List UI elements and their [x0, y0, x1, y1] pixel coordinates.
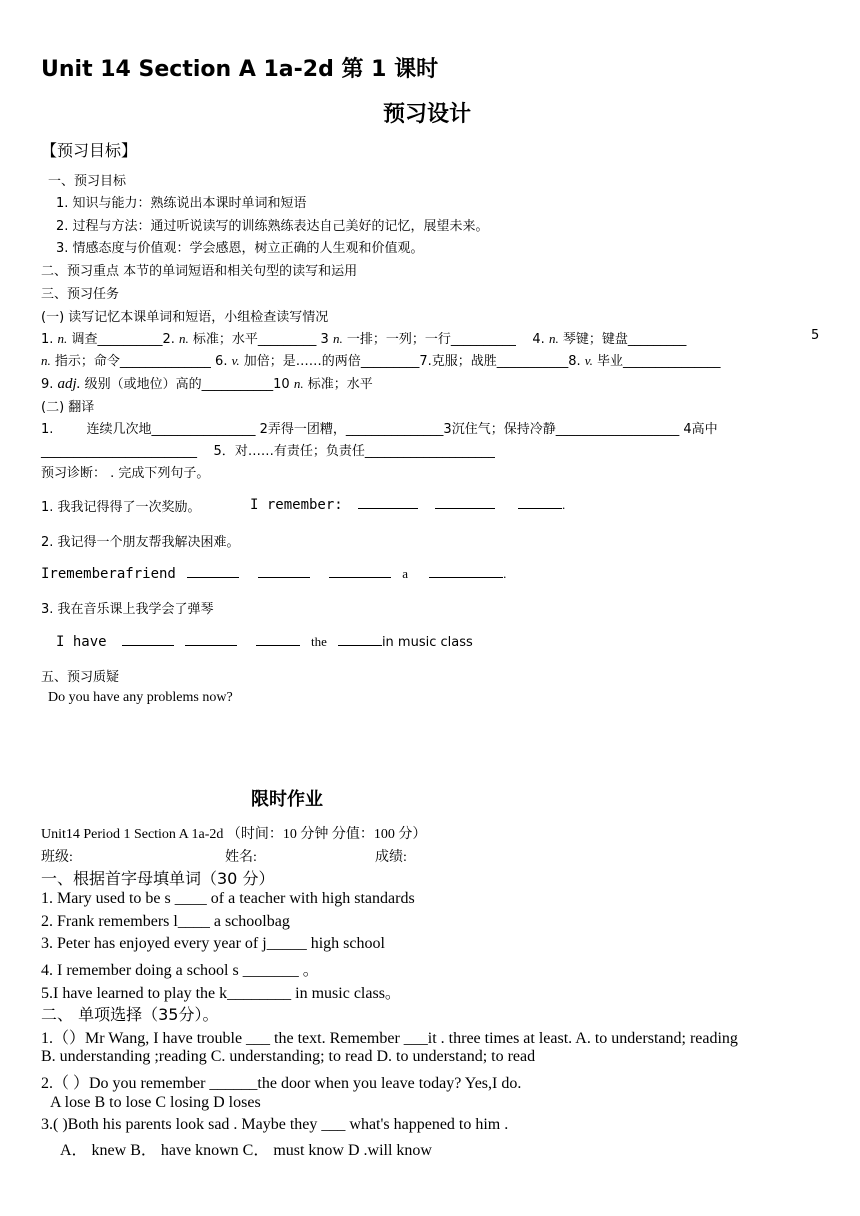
mc-question: 1.（）Mr Wang, I have trouble ___ the text. Remember ___it . three times at least. A. to understand; reading	[41, 1030, 738, 1047]
goal-item: 1. 知识与能力：熟练说出本课时单词和短语	[56, 196, 307, 211]
fill-question: 3. Peter has enjoyed every year of j_____ high school	[41, 935, 385, 952]
vocab-meaning: 克服；战胜	[431, 354, 497, 369]
vocab-num: 5	[811, 328, 820, 343]
sentence-en	[250, 494, 565, 513]
trans-line	[41, 440, 495, 459]
vocab-meaning: 标准；水平	[307, 377, 373, 392]
sentence-text: Irememberafriend	[41, 566, 176, 582]
mc-question: 3.( )Both his parents look sad . Maybe they ___ what's happened to him .	[41, 1116, 509, 1133]
vocab-meaning: 级别（或地位）高的	[84, 377, 202, 392]
trans-text: 高中	[691, 422, 718, 437]
vocab-blank[interactable]: __________	[97, 332, 163, 347]
vocab-pos: n.	[179, 331, 189, 346]
vocab-num: 3	[320, 332, 329, 347]
vocab-meaning: 毕业	[596, 354, 623, 369]
answer-blank[interactable]	[256, 633, 300, 646]
homework-meta: Unit14 Period 1 Section A 1a-2d （时间：10 分钟 分值：100 分）	[41, 827, 427, 842]
mc-question: 2.（ ）Do you remember ______the door when you leave today? Yes,I do.	[41, 1075, 522, 1092]
vocab-num: 9.	[41, 377, 54, 392]
answer-blank[interactable]	[338, 633, 382, 646]
vocab-num: 1.	[41, 332, 54, 347]
answer-blank[interactable]	[187, 565, 239, 578]
trans-num: 5．	[213, 444, 235, 459]
vocab-meaning: 调查	[71, 332, 98, 347]
goals-heading: 一、预习目标	[48, 174, 127, 189]
vocab-num: 4.	[532, 332, 545, 347]
class-label: 班级:	[41, 850, 73, 865]
section-label: 【预习目标】	[41, 141, 138, 160]
questions-heading: 五、预习质疑	[41, 670, 120, 685]
homework-title: 限时作业	[251, 789, 323, 810]
trans-text: 连续几次地	[86, 422, 152, 437]
trans-blank[interactable]: ___________________	[555, 422, 680, 437]
vocab-pos: n.	[41, 353, 51, 368]
vocab-pos: adj.	[57, 376, 81, 392]
score-label: 成绩:	[375, 850, 407, 865]
sentence-cn: 2. 我记得一个朋友帮我解决困难。	[41, 535, 240, 550]
vocab-pos: n.	[548, 331, 559, 346]
tasks-heading: 三、预习任务	[41, 287, 120, 302]
trans-text: 对……有责任；负责任	[234, 444, 365, 459]
answer-blank[interactable]	[185, 633, 237, 646]
sentence-text: I have	[56, 634, 107, 650]
answer-blank[interactable]	[518, 496, 562, 509]
vocab-line	[41, 373, 373, 393]
trans-num: 3	[443, 422, 452, 437]
part1-heading: 一、根据首字母填单词（30 分）	[41, 869, 275, 888]
fill-question: 5.I have learned to play the k________ in music class。	[41, 985, 401, 1002]
page-subtitle: 预习设计	[383, 102, 472, 127]
vocab-pos: n.	[57, 331, 68, 346]
fill-question: 4. I remember doing a school s _______ 。	[41, 962, 319, 979]
vocab-num: 10	[273, 377, 290, 392]
sentence-end: in music class	[381, 635, 473, 650]
focus-line: 二、预习重点 本节的单词短语和相关句型的读写和运用	[41, 264, 358, 279]
trans-blank[interactable]: ________________	[151, 422, 256, 437]
vocab-meaning: 琴键；键盘	[562, 332, 628, 347]
trans-blank[interactable]: ____________________	[364, 444, 495, 459]
sentence-en	[56, 631, 473, 650]
task2-heading: (二) 翻译	[41, 400, 95, 415]
sentence-end: .	[562, 497, 566, 512]
mc-options: A lose B to lose C losing D loses	[50, 1094, 261, 1111]
vocab-blank[interactable]: _______________	[623, 354, 721, 369]
trans-text: 弄得一团糟，	[267, 422, 346, 437]
vocab-pos: n.	[293, 376, 304, 391]
mc-options: B. understanding ;reading C. understanding; to read D. to understand; to read	[41, 1048, 536, 1065]
name-label: 姓名:	[225, 850, 257, 865]
vocab-blank[interactable]: ___________	[201, 377, 274, 392]
answer-blank[interactable]	[358, 496, 418, 509]
goal-item: 3. 情感态度与价值观：学会感恩，树立正确的人生观和价值观。	[56, 241, 424, 256]
vocab-blank[interactable]: __________	[450, 332, 516, 347]
trans-text: 沉住气；保持冷静	[451, 422, 556, 437]
diagnosis-heading: 预习诊断： . 完成下列句子。	[41, 466, 210, 481]
sentence-end: .	[503, 566, 507, 581]
trans-num: 1.	[41, 422, 54, 437]
vocab-meaning: 标准；水平	[192, 332, 258, 347]
trans-blank[interactable]: _______________	[345, 422, 444, 437]
answer-blank[interactable]	[258, 565, 310, 578]
answer-blank[interactable]	[429, 565, 503, 578]
trans-blank[interactable]: ________________________	[41, 444, 197, 459]
vocab-meaning: 指示；命令	[54, 354, 120, 369]
vocab-pos: v.	[231, 353, 240, 368]
sentence-article: a	[402, 566, 409, 581]
vocab-meaning: 加倍；是……的两倍	[243, 354, 361, 369]
answer-blank[interactable]	[122, 633, 174, 646]
vocab-num: 6.	[215, 354, 228, 369]
questions-text: Do you have any problems now?	[48, 690, 233, 705]
vocab-num: 8.	[568, 354, 581, 369]
vocab-meaning: 一排；一列；一行	[346, 332, 451, 347]
trans-num: 4	[683, 422, 692, 437]
vocab-pos: v.	[584, 353, 593, 368]
answer-blank[interactable]	[435, 496, 495, 509]
vocab-num: 7.	[419, 354, 432, 369]
sentence-text: I remember:	[250, 497, 343, 513]
sentence-cn: 3. 我在音乐课上我学会了弹琴	[41, 602, 214, 617]
vocab-blank[interactable]: _________	[360, 354, 420, 369]
part2-heading: 二、 单项选择（35分）。	[41, 1005, 219, 1024]
trans-num: 2	[259, 422, 268, 437]
sentence-cn: 1. 我我记得得了一次奖励。	[41, 500, 201, 515]
goal-item: 2. 过程与方法：通过听说读写的训练熟练表达自己美好的记忆，展望未来。	[56, 219, 489, 234]
vocab-num: 2.	[162, 332, 175, 347]
vocab-blank[interactable]: _________	[257, 332, 317, 347]
vocab-blank[interactable]: ______________	[119, 354, 211, 369]
page-title: Unit 14 Section A 1a-2d 第 1 课时	[41, 57, 439, 82]
mc-options: A． knew B． have known C． must know D .will know	[60, 1142, 432, 1159]
vocab-blank[interactable]: ___________	[496, 354, 569, 369]
vocab-pos: n.	[332, 331, 343, 346]
fill-question: 2. Frank remembers l____ a schoolbag	[41, 913, 290, 930]
sentence-en	[41, 563, 506, 582]
answer-blank[interactable]	[329, 565, 391, 578]
vocab-blank[interactable]: _________	[627, 332, 687, 347]
task1-heading: (一) 读写记忆本课单词和短语，小组检查读写情况	[41, 310, 329, 325]
sentence-article: the	[310, 634, 327, 649]
fill-question: 1. Mary used to be s ____ of a teacher with high standards	[41, 890, 415, 907]
vocab-line	[41, 328, 686, 347]
trans-line	[41, 418, 718, 437]
vocab-line	[41, 350, 721, 369]
